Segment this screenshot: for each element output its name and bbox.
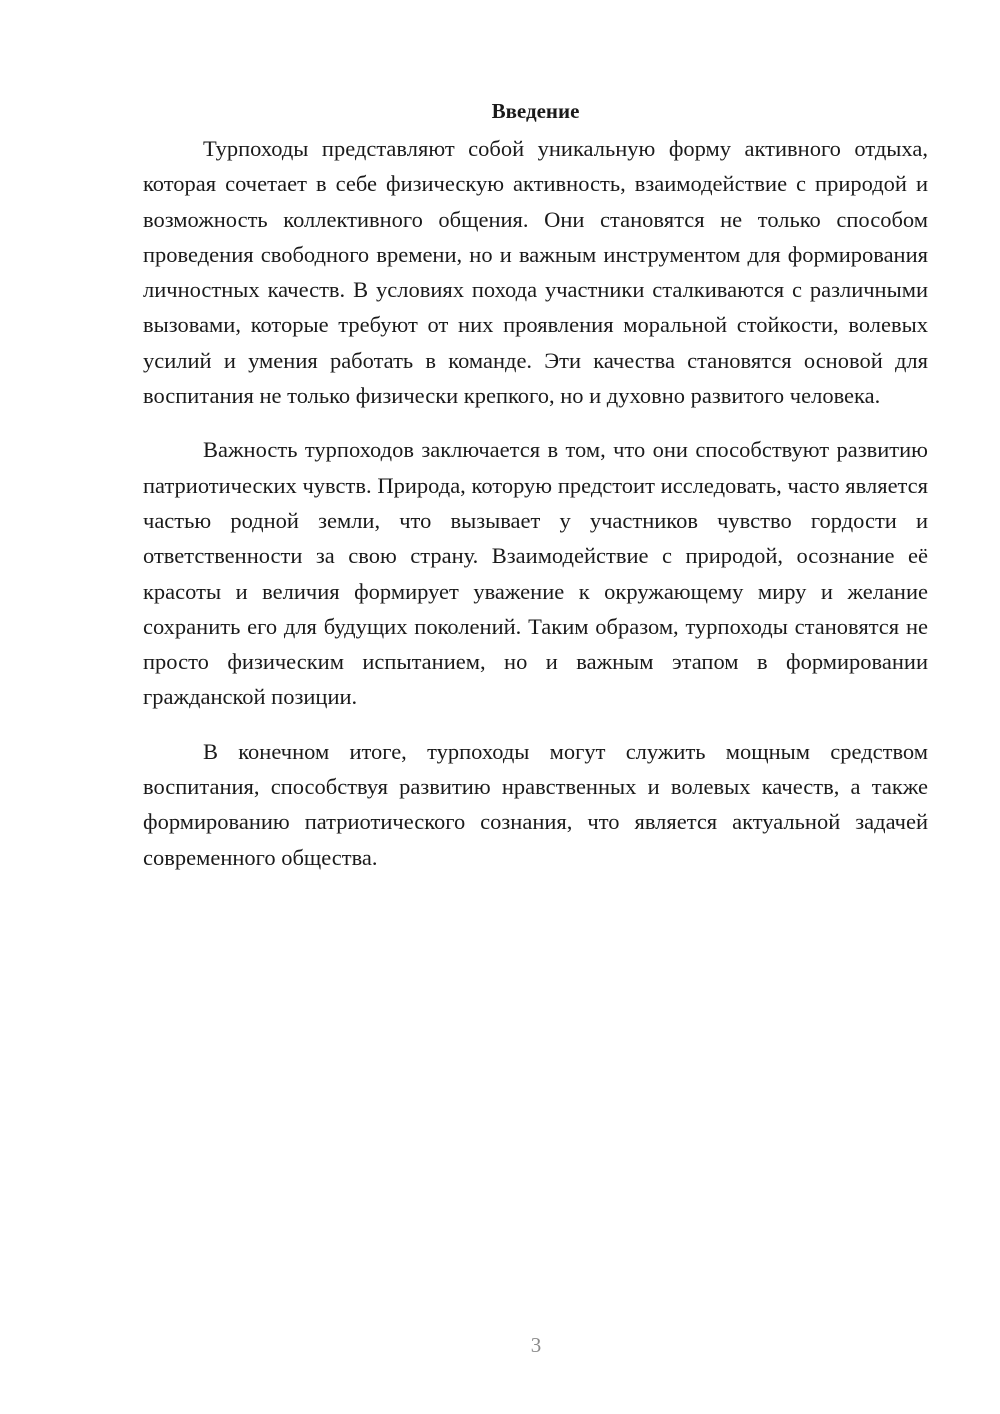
paragraph-1: Турпоходы представляют собой уникальную форму активного отдыха, которая сочетает в себе физическую активность, взаимодействие с природой и возможность коллективного общения. Они становятся не только способом проведения свободного времени, но и важным инструментом для формирования личностных качеств. В условиях похода участники сталкиваются с различными вызовами, которые требуют от них проявления моральной стойкости, волевых усилий и умения работать в команде. Эти качества становятся основой для воспитания не только физически крепкого, но и духовно развитого человека. <box>143 136 928 409</box>
page-content <box>143 97 928 894</box>
page-number: 3 <box>530 1333 542 1357</box>
paragraph-3: В конечном итоге, турпоходы могут служить мощным средством воспитания, способствуя развитию нравственных и волевых качеств, а также формированию патриотического сознания, что является актуальной задачей современного общества. <box>143 738 928 870</box>
section-heading: Введение <box>491 99 580 123</box>
paragraph-2: Важность турпоходов заключается в том, что они способствуют развитию патриотических чувств. Природа, которую предстоит исследовать, часто является частью родной земли, что вызывает у участников чувство гордости и ответственности за свою страну. Взаимодействие с природой, осознание её красоты и величия формирует уважение к окружающему миру и желание сохранить его для будущих поколений. Таким образом, турпоходы становятся не просто физическим испытанием, но и важным этапом в формировании гражданской позиции. <box>143 437 928 710</box>
